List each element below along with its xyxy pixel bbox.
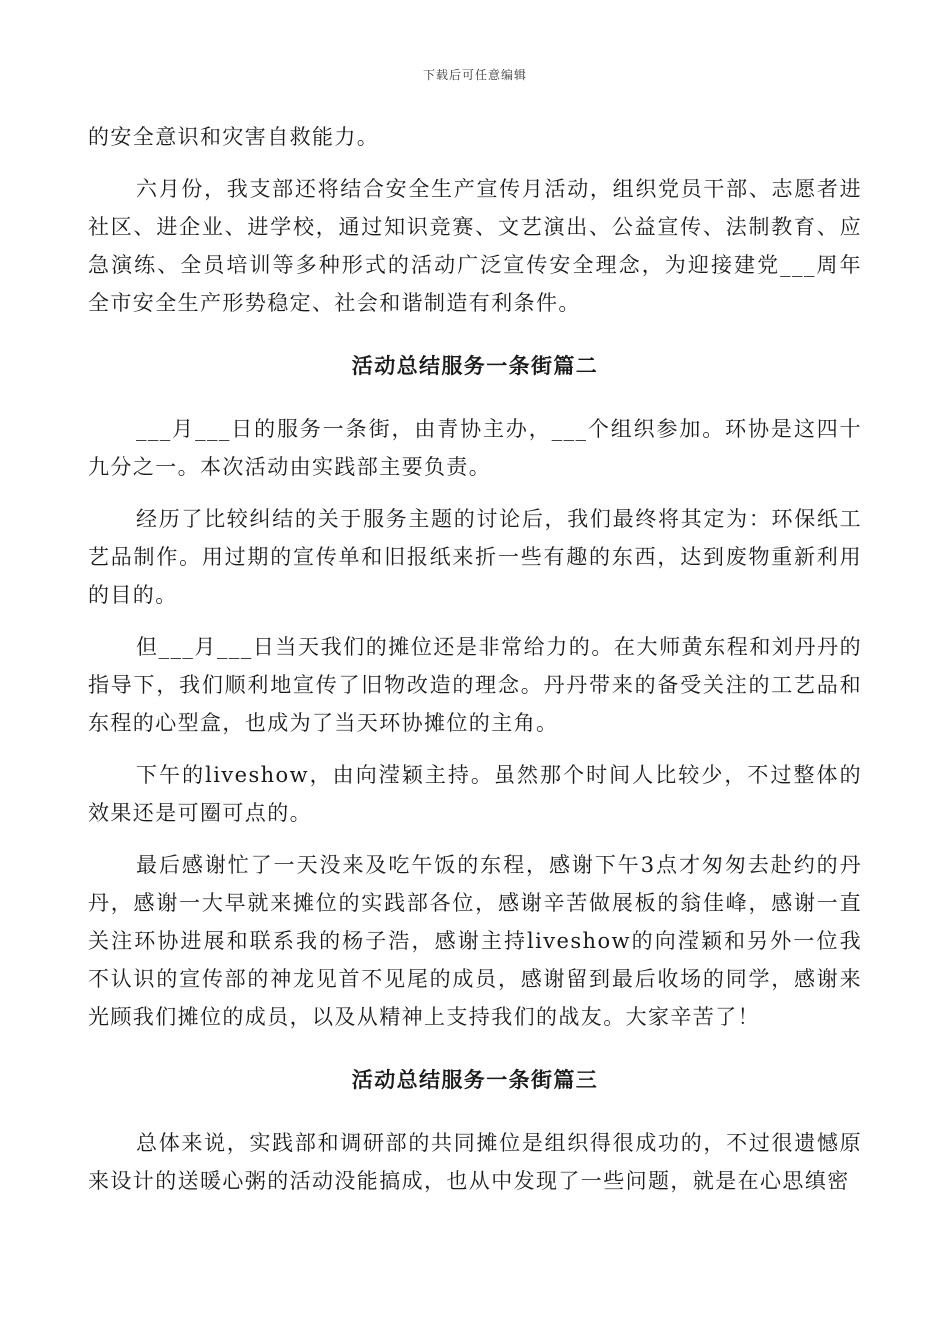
- section-heading-2: 活动总结服务一条街篇二: [351, 353, 599, 378]
- section-heading-3: 活动总结服务一条街篇三: [351, 1067, 599, 1092]
- document-body: [88, 118, 862, 1214]
- paragraph-june-plan: 六月份，我支部还将结合安全生产宣传月活动，组织党员干部、志愿者进社区、进企业、进学校，通过知识竞赛、文艺演出、公益宣传、法制教育、应急演练、全员培训等多种形式的活动广泛宣传安全理念，为迎接建党___周年全市安全生产形势稳定、社会和谐制造有利条件。: [88, 177, 862, 315]
- paragraph-event-intro: ___月___日的服务一条街，由青协主办，___个组织参加。环协是这四十九分之一。本次活动由实践部主要负责。: [88, 417, 862, 479]
- paragraph-thanks: 最后感谢忙了一天没来及吃午饭的东程，感谢下午3点才匆匆去赴约的丹丹，感谢一大早就来摊位的实践部各位，感谢辛苦做展板的翁佳峰，感谢一直关注环协进展和联系我的杨子浩，感谢主持liveshow的向滢颖和另外一位我不认识的宣传部的神龙见首不见尾的成员，感谢留到最后收场的同学，感谢来光顾我们摊位的成员，以及从精神上支持我们的战友。大家辛苦了！: [88, 853, 862, 1029]
- paragraph-summary: 总体来说，实践部和调研部的共同摊位是组织得很成功的，不过很遗憾原来设计的送暖心粥的活动没能搞成，也从中发现了一些问题，就是在心思缜密: [88, 1131, 862, 1193]
- paragraph-theme: 经历了比较纠结的关于服务主题的讨论后，我们最终将其定为：环保纸工艺品制作。用过期的宣传单和旧报纸来折一些有趣的东西，达到废物重新利用的目的。: [88, 507, 862, 607]
- paragraph-booth: 但___月___日当天我们的摊位还是非常给力的。在大师黄东程和刘丹丹的指导下，我们顺利地宣传了旧物改造的理念。丹丹带来的备受关注的工艺品和东程的心型盒，也成为了当天环协摊位的主角。: [88, 635, 862, 735]
- paragraph-liveshow: 下午的liveshow，由向滢颖主持。虽然那个时间人比较少，不过整体的效果还是可圈可点的。: [88, 763, 862, 825]
- paragraph-continuation: 的安全意识和灾害自救能力。: [88, 125, 380, 149]
- header-note: 下载后可任意编辑: [422, 68, 527, 82]
